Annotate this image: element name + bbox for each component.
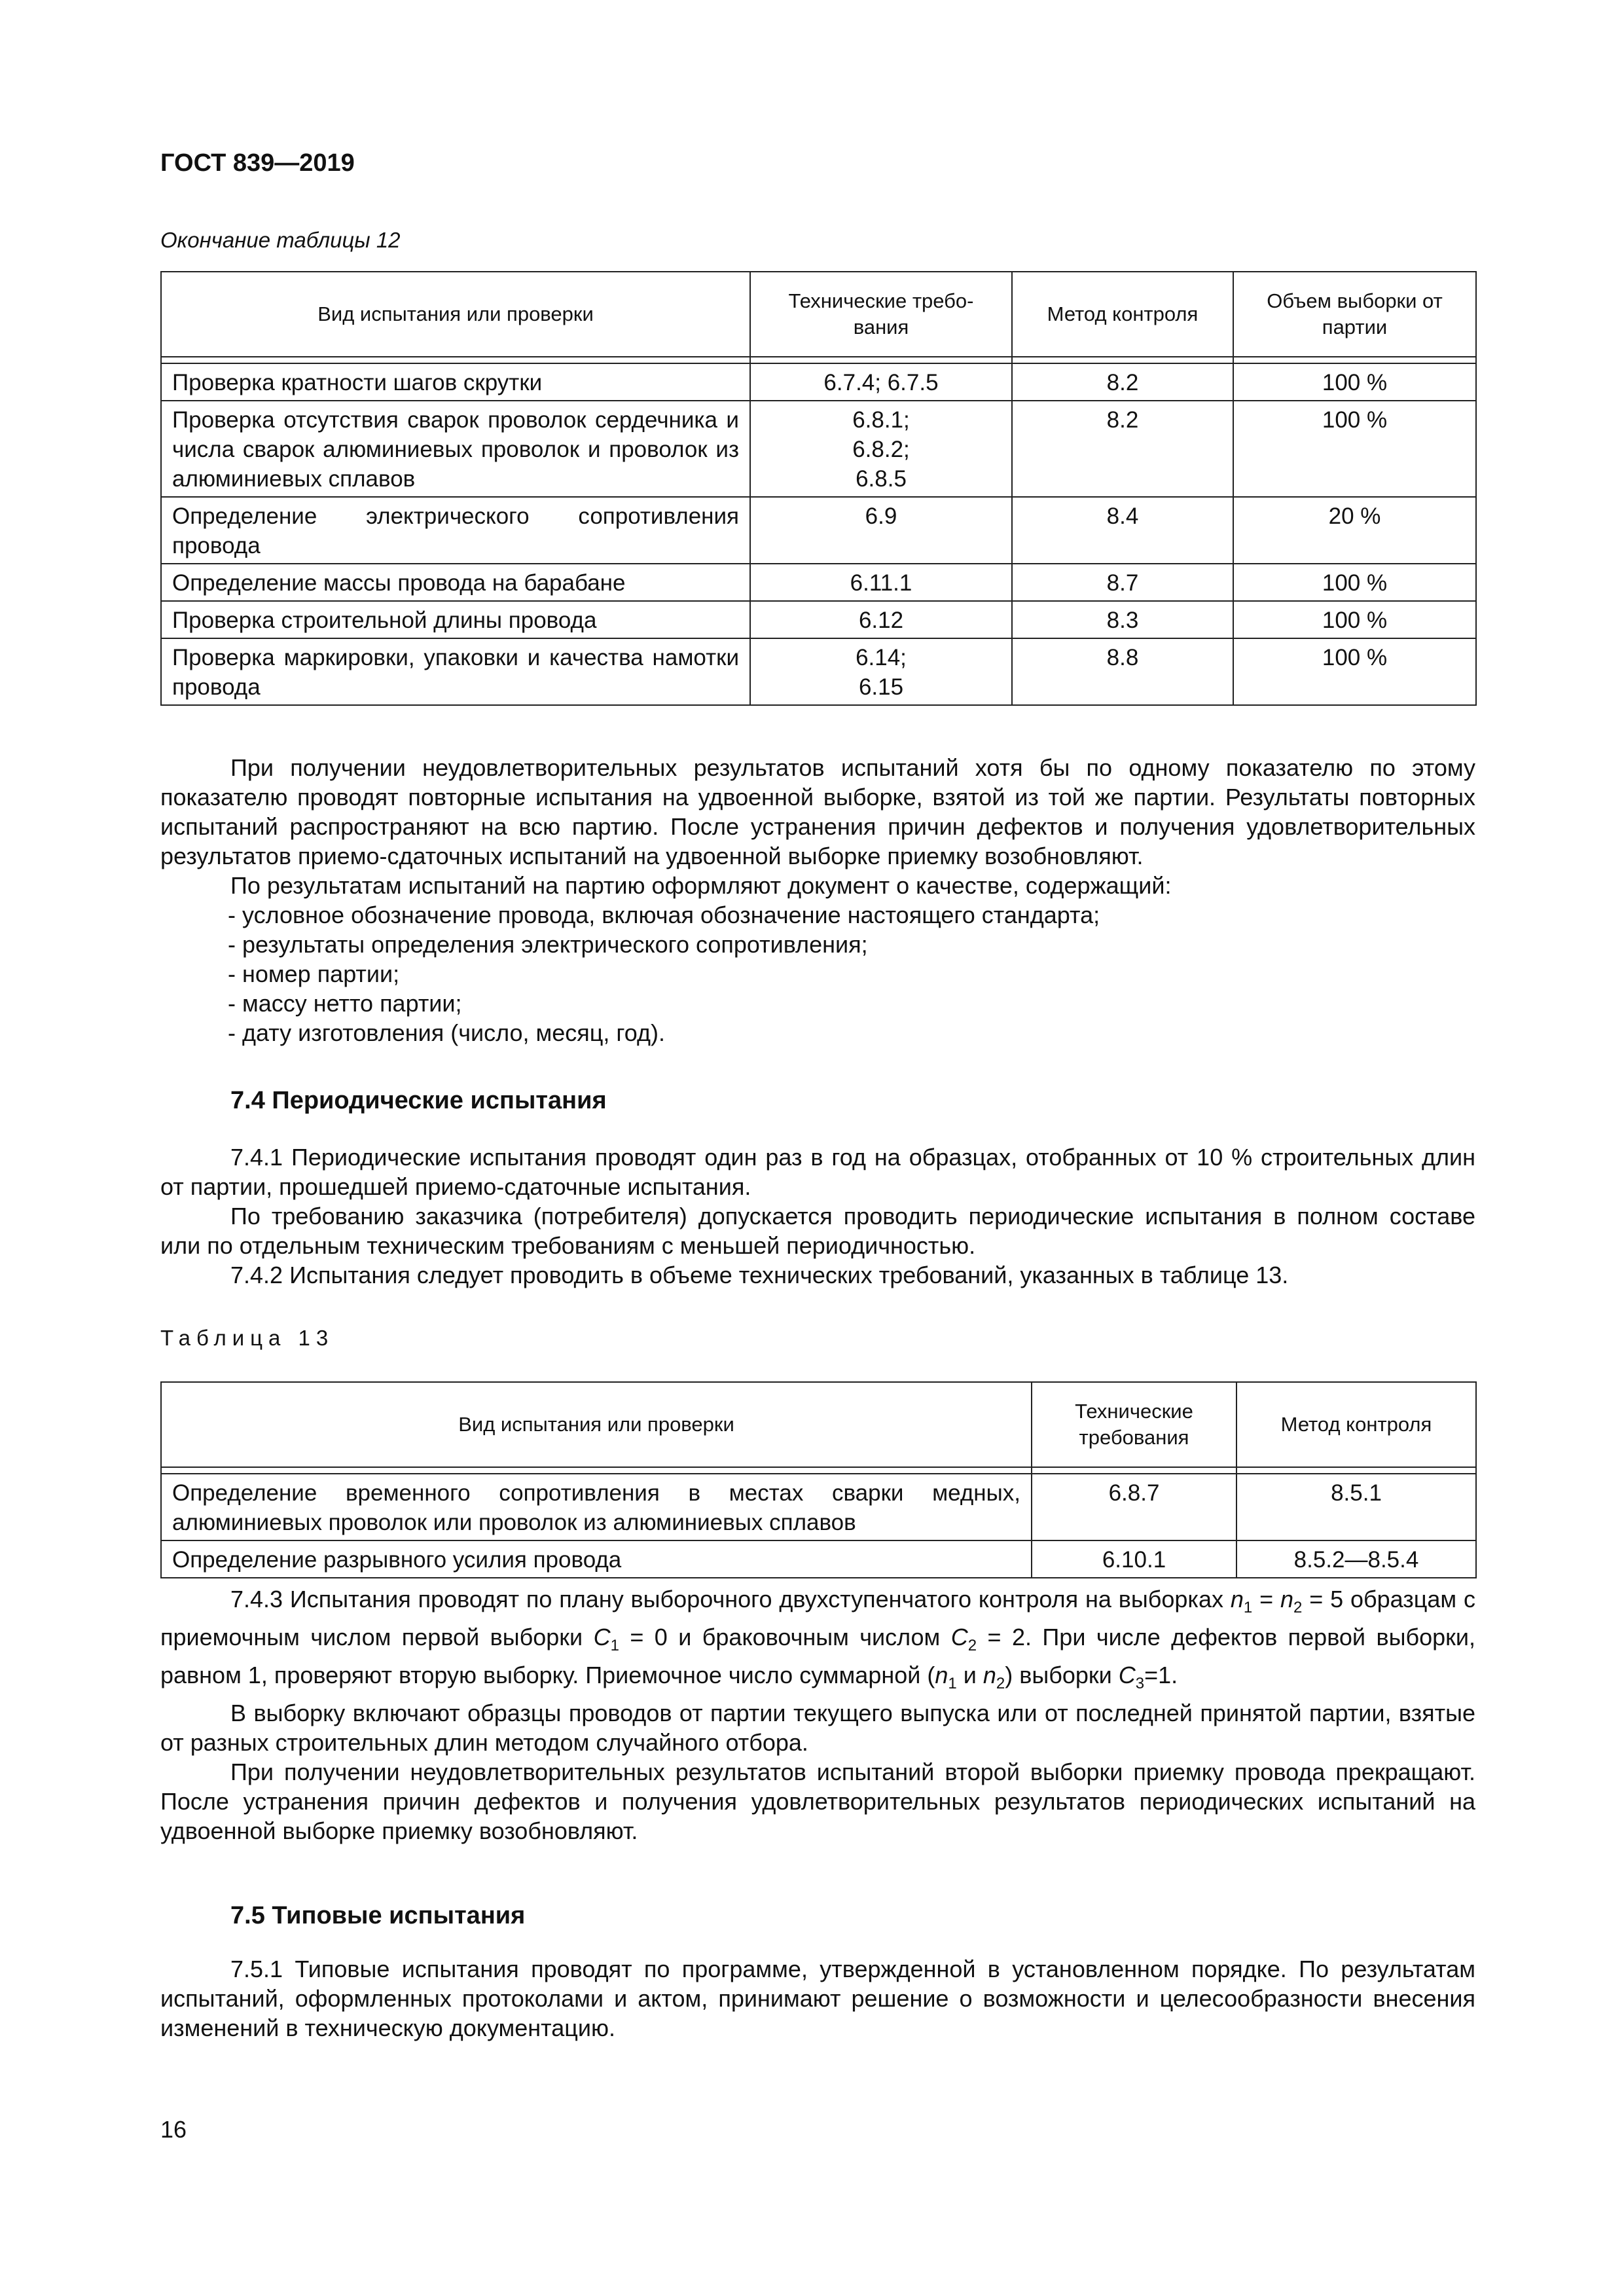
table-cell: Проверка строительной длины провода bbox=[161, 601, 750, 638]
paragraph-7-4-3: 7.4.3 Испытания проводят по плану выборочного двухступенчатого контроля на выборках $n_1 = n_2 = 5$ образцам с приемочным числом первой выборки $C_1 = 0$ и браковочным числом $C_2 = 2$. При числе дефектов первой выборки, равном 1, проверяют вторую выборку. Приемочное число суммарной ($n_1$ и $n_2$) выборки $C_3=1$. bbox=[160, 1586, 1475, 1692]
table-cell: 8.2 bbox=[1012, 363, 1233, 401]
table-cell: 6.9 bbox=[750, 497, 1012, 564]
document-header: ГОСТ 839—2019 bbox=[160, 149, 355, 177]
table-header-cell: Метод контроля bbox=[1012, 272, 1233, 357]
table-row bbox=[161, 564, 1476, 601]
list-item: - дату изготовления (число, месяц, год). bbox=[228, 1019, 665, 1046]
paragraph: 7.5.1 Типовые испытания проводят по программе, утвержденной в установленном порядке. По результатам испытаний, оформленных протоколами и актом, принимают решение о возможности и целесообразности внесения изменений в техническую документацию. bbox=[160, 1956, 1475, 2041]
table-cell: 6.7.4; 6.7.5 bbox=[750, 363, 1012, 401]
table-header-cell: Технические требо-вания bbox=[750, 272, 1012, 357]
table-header-row bbox=[161, 1382, 1476, 1467]
table-cell: Проверка маркировки, упаковки и качества намотки провода bbox=[161, 638, 750, 705]
table-row bbox=[161, 1540, 1476, 1578]
table-12 bbox=[160, 271, 1477, 706]
table-cell: Проверка отсутствия сварок проволок сердечника и числа сварок алюминиевых проволок и проволок из алюминиевых сплавов bbox=[161, 401, 750, 497]
table-cell: 8.3 bbox=[1012, 601, 1233, 638]
table-cell: 8.4 bbox=[1012, 497, 1233, 564]
paragraph: В выборку включают образцы проводов от партии текущего выпуска или от последней принятой партии, взятые от разных строительных длин методом случайного отбора. bbox=[160, 1700, 1475, 1756]
table-header-separator bbox=[161, 1467, 1476, 1474]
table-cell: 6.8.7 bbox=[1032, 1474, 1236, 1540]
paragraph: По результатам испытаний на партию оформляют документ о качестве, содержащий: bbox=[230, 872, 1172, 899]
body-text-block-3 bbox=[160, 1584, 1475, 1846]
body-text-block-4 bbox=[160, 1954, 1475, 2043]
table-cell: 20 % bbox=[1233, 497, 1476, 564]
table-cell: 100 % bbox=[1233, 564, 1476, 601]
body-text-block-1 bbox=[160, 753, 1475, 1048]
table-cell: 100 % bbox=[1233, 601, 1476, 638]
table-cell: 6.8.1; 6.8.2; 6.8.5 bbox=[750, 401, 1012, 497]
table-header-cell: Вид испытания или проверки bbox=[161, 1382, 1032, 1467]
table-cell: 8.8 bbox=[1012, 638, 1233, 705]
table-cell: Определение временного сопротивления в местах сварки медных, алюминиевых проволок или проволок из алюминиевых сплавов bbox=[161, 1474, 1032, 1540]
list-item: - результаты определения электрического сопротивления; bbox=[228, 931, 868, 958]
paragraph: При получении неудовлетворительных результатов испытаний хотя бы по одному показателю по этому показателю проводят повторные испытания на удвоенной выборке, взятой из той же партии. Результаты повторных испытаний распространяют на всю партию. После устранения причин дефектов и получения удовлетворительных результатов приемо-сдаточных испытаний на удвоенной выборке приемку возобновляют. bbox=[160, 754, 1475, 869]
table-cell: 8.5.1 bbox=[1236, 1474, 1476, 1540]
list-item: - номер партии; bbox=[228, 960, 400, 987]
table-header-cell: Вид испытания или проверки bbox=[161, 272, 750, 357]
table-cell: 6.14; 6.15 bbox=[750, 638, 1012, 705]
table13-caption: Таблица 13 bbox=[160, 1326, 334, 1350]
section-heading-7-5: 7.5 Типовые испытания bbox=[230, 1902, 526, 1929]
table-cell: 100 % bbox=[1233, 638, 1476, 705]
table-cell: 100 % bbox=[1233, 363, 1476, 401]
table-header-row bbox=[161, 272, 1476, 357]
table-header-cell: Технические требования bbox=[1032, 1382, 1236, 1467]
table-cell: Определение разрывного усилия провода bbox=[161, 1540, 1032, 1578]
table-row bbox=[161, 1474, 1476, 1540]
paragraph: 7.4.1 Периодические испытания проводят один раз в год на образцах, отобранных от 10 % строительных длин от партии, прошедшей приемо-сдаточные испытания. bbox=[160, 1144, 1475, 1200]
table-row bbox=[161, 638, 1476, 705]
list-item: - условное обозначение провода, включая обозначение настоящего стандарта; bbox=[228, 902, 1100, 928]
paragraph: По требованию заказчика (потребителя) допускается проводить периодические испытания в полном составе или по отдельным техническим требованиям с меньшей периодичностью. bbox=[160, 1203, 1475, 1259]
table12-caption: Окончание таблицы 12 bbox=[160, 228, 401, 252]
table-cell: 8.7 bbox=[1012, 564, 1233, 601]
table-header-cell: Объем выборки от партии bbox=[1233, 272, 1476, 357]
table-cell: 6.10.1 bbox=[1032, 1540, 1236, 1578]
table-cell: 8.2 bbox=[1012, 401, 1233, 497]
table-cell: Проверка кратности шагов скрутки bbox=[161, 363, 750, 401]
paragraph: 7.4.2 Испытания следует проводить в объеме технических требований, указанных в таблице 13. bbox=[230, 1262, 1289, 1288]
table-cell: Определение массы провода на барабане bbox=[161, 564, 750, 601]
table-row bbox=[161, 401, 1476, 497]
table-cell: 100 % bbox=[1233, 401, 1476, 497]
paragraph: При получении неудовлетворительных результатов испытаний второй выборки приемку провода прекращают. После устранения причин дефектов и получения удовлетворительных результатов периодических испытаний на удвоенной выборке приемку возобновляют. bbox=[160, 1758, 1475, 1844]
table-13 bbox=[160, 1381, 1477, 1578]
page-number: 16 bbox=[160, 2116, 187, 2143]
table-row bbox=[161, 601, 1476, 638]
body-text-block-2 bbox=[160, 1142, 1475, 1290]
list-item: - массу нетто партии; bbox=[228, 990, 462, 1017]
section-heading-7-4: 7.4 Периодические испытания bbox=[230, 1087, 607, 1114]
table-cell: 8.5.2—8.5.4 bbox=[1236, 1540, 1476, 1578]
table-row bbox=[161, 497, 1476, 564]
table-row bbox=[161, 363, 1476, 401]
table-cell: Определение электрического сопротивления провода bbox=[161, 497, 750, 564]
table-header-cell: Метод контроля bbox=[1236, 1382, 1476, 1467]
table-cell: 6.12 bbox=[750, 601, 1012, 638]
table-cell: 6.11.1 bbox=[750, 564, 1012, 601]
table-header-separator bbox=[161, 357, 1476, 363]
